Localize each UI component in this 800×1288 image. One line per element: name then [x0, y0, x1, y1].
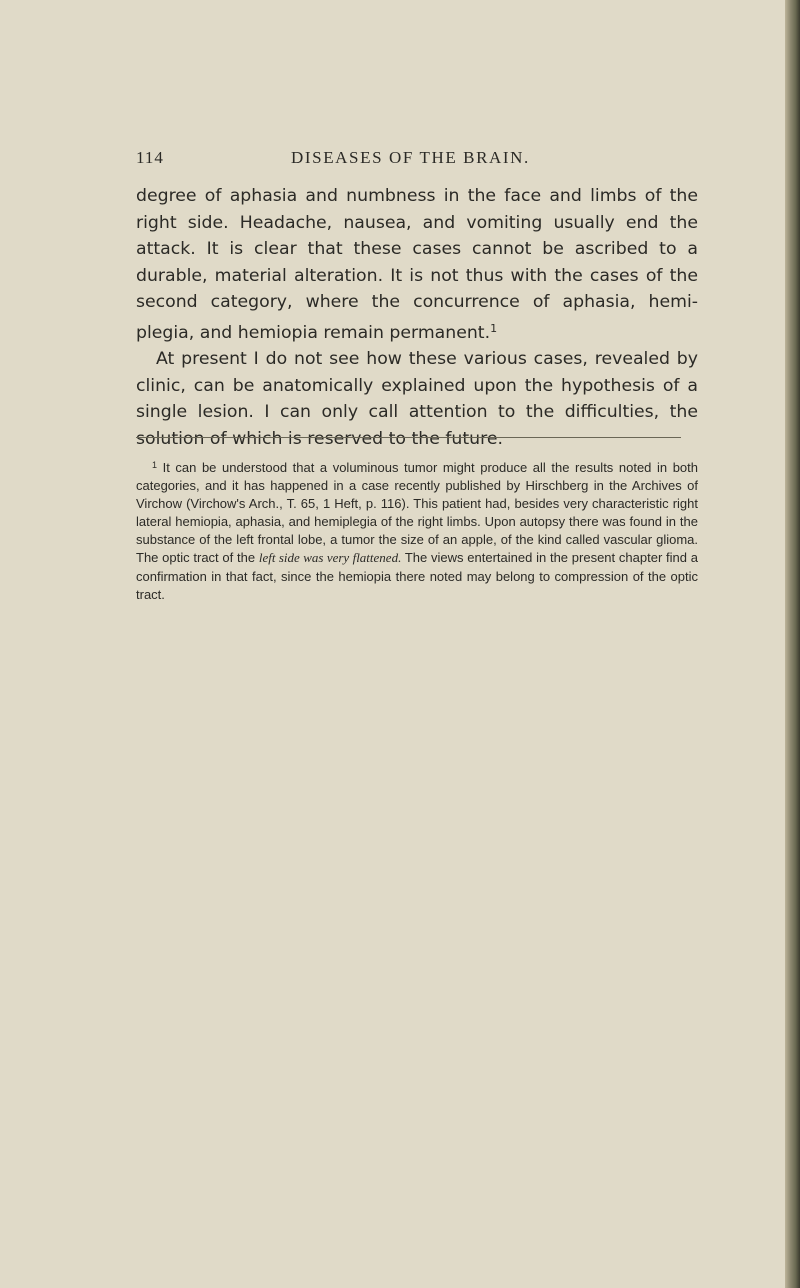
- body-text: [136, 183, 698, 452]
- footnote-text-after: The views entertained in the present chapter find a confirmation in that fact, since the hemiopia there noted may belong to compression of the optic tract.: [136, 550, 698, 602]
- footnote-reference: 1: [490, 321, 498, 335]
- footnote-text-before: It can be understood that a voluminous tumor might produce all the results noted in both categories, and it has happened in a case recently published by Hirschberg in the Archives of Virchow (Virchow's Arch., T. 65, 1 Heft, p. 116). This patient had, besides very characteristic right lateral hemiopia, aphasia, and hemiplegia of the right limbs. Upon autopsy there was found in the substance of the left frontal lobe, a tumor the size of an apple, of the kind called vascular glioma. The optic tract of the: [136, 460, 698, 566]
- running-header: [136, 148, 696, 172]
- footnote: [136, 456, 698, 604]
- page-number: 114: [136, 148, 164, 167]
- footnote-mark: 1: [152, 460, 158, 470]
- paragraph-1-text: degree of aphasia and numbness in the face and limbs of the right side. Headache, nausea, and vomiting usually end the attack. It is clear that these cases cannot be ascribed to a durable, material alteration. It is not thus with the cases of the second category, where the concurrence of aphasia, hemi-plegia, and hemiopia remain permanent.: [136, 186, 698, 343]
- footnote-italic-text: left side was very flattened.: [258, 550, 402, 566]
- paragraph-2: At present I do not see how these various cases, revealed by clinic, can be anatomically explained upon the hypothesis of a single lesion. I can only call attention to the difficulties, the solution of which is reserved to the future.: [136, 349, 698, 449]
- footnote-divider: [136, 437, 681, 438]
- paragraph-1: [136, 183, 698, 346]
- page-edge-shadow: [785, 0, 800, 1288]
- running-title: DISEASES OF THE BRAIN.: [291, 148, 530, 167]
